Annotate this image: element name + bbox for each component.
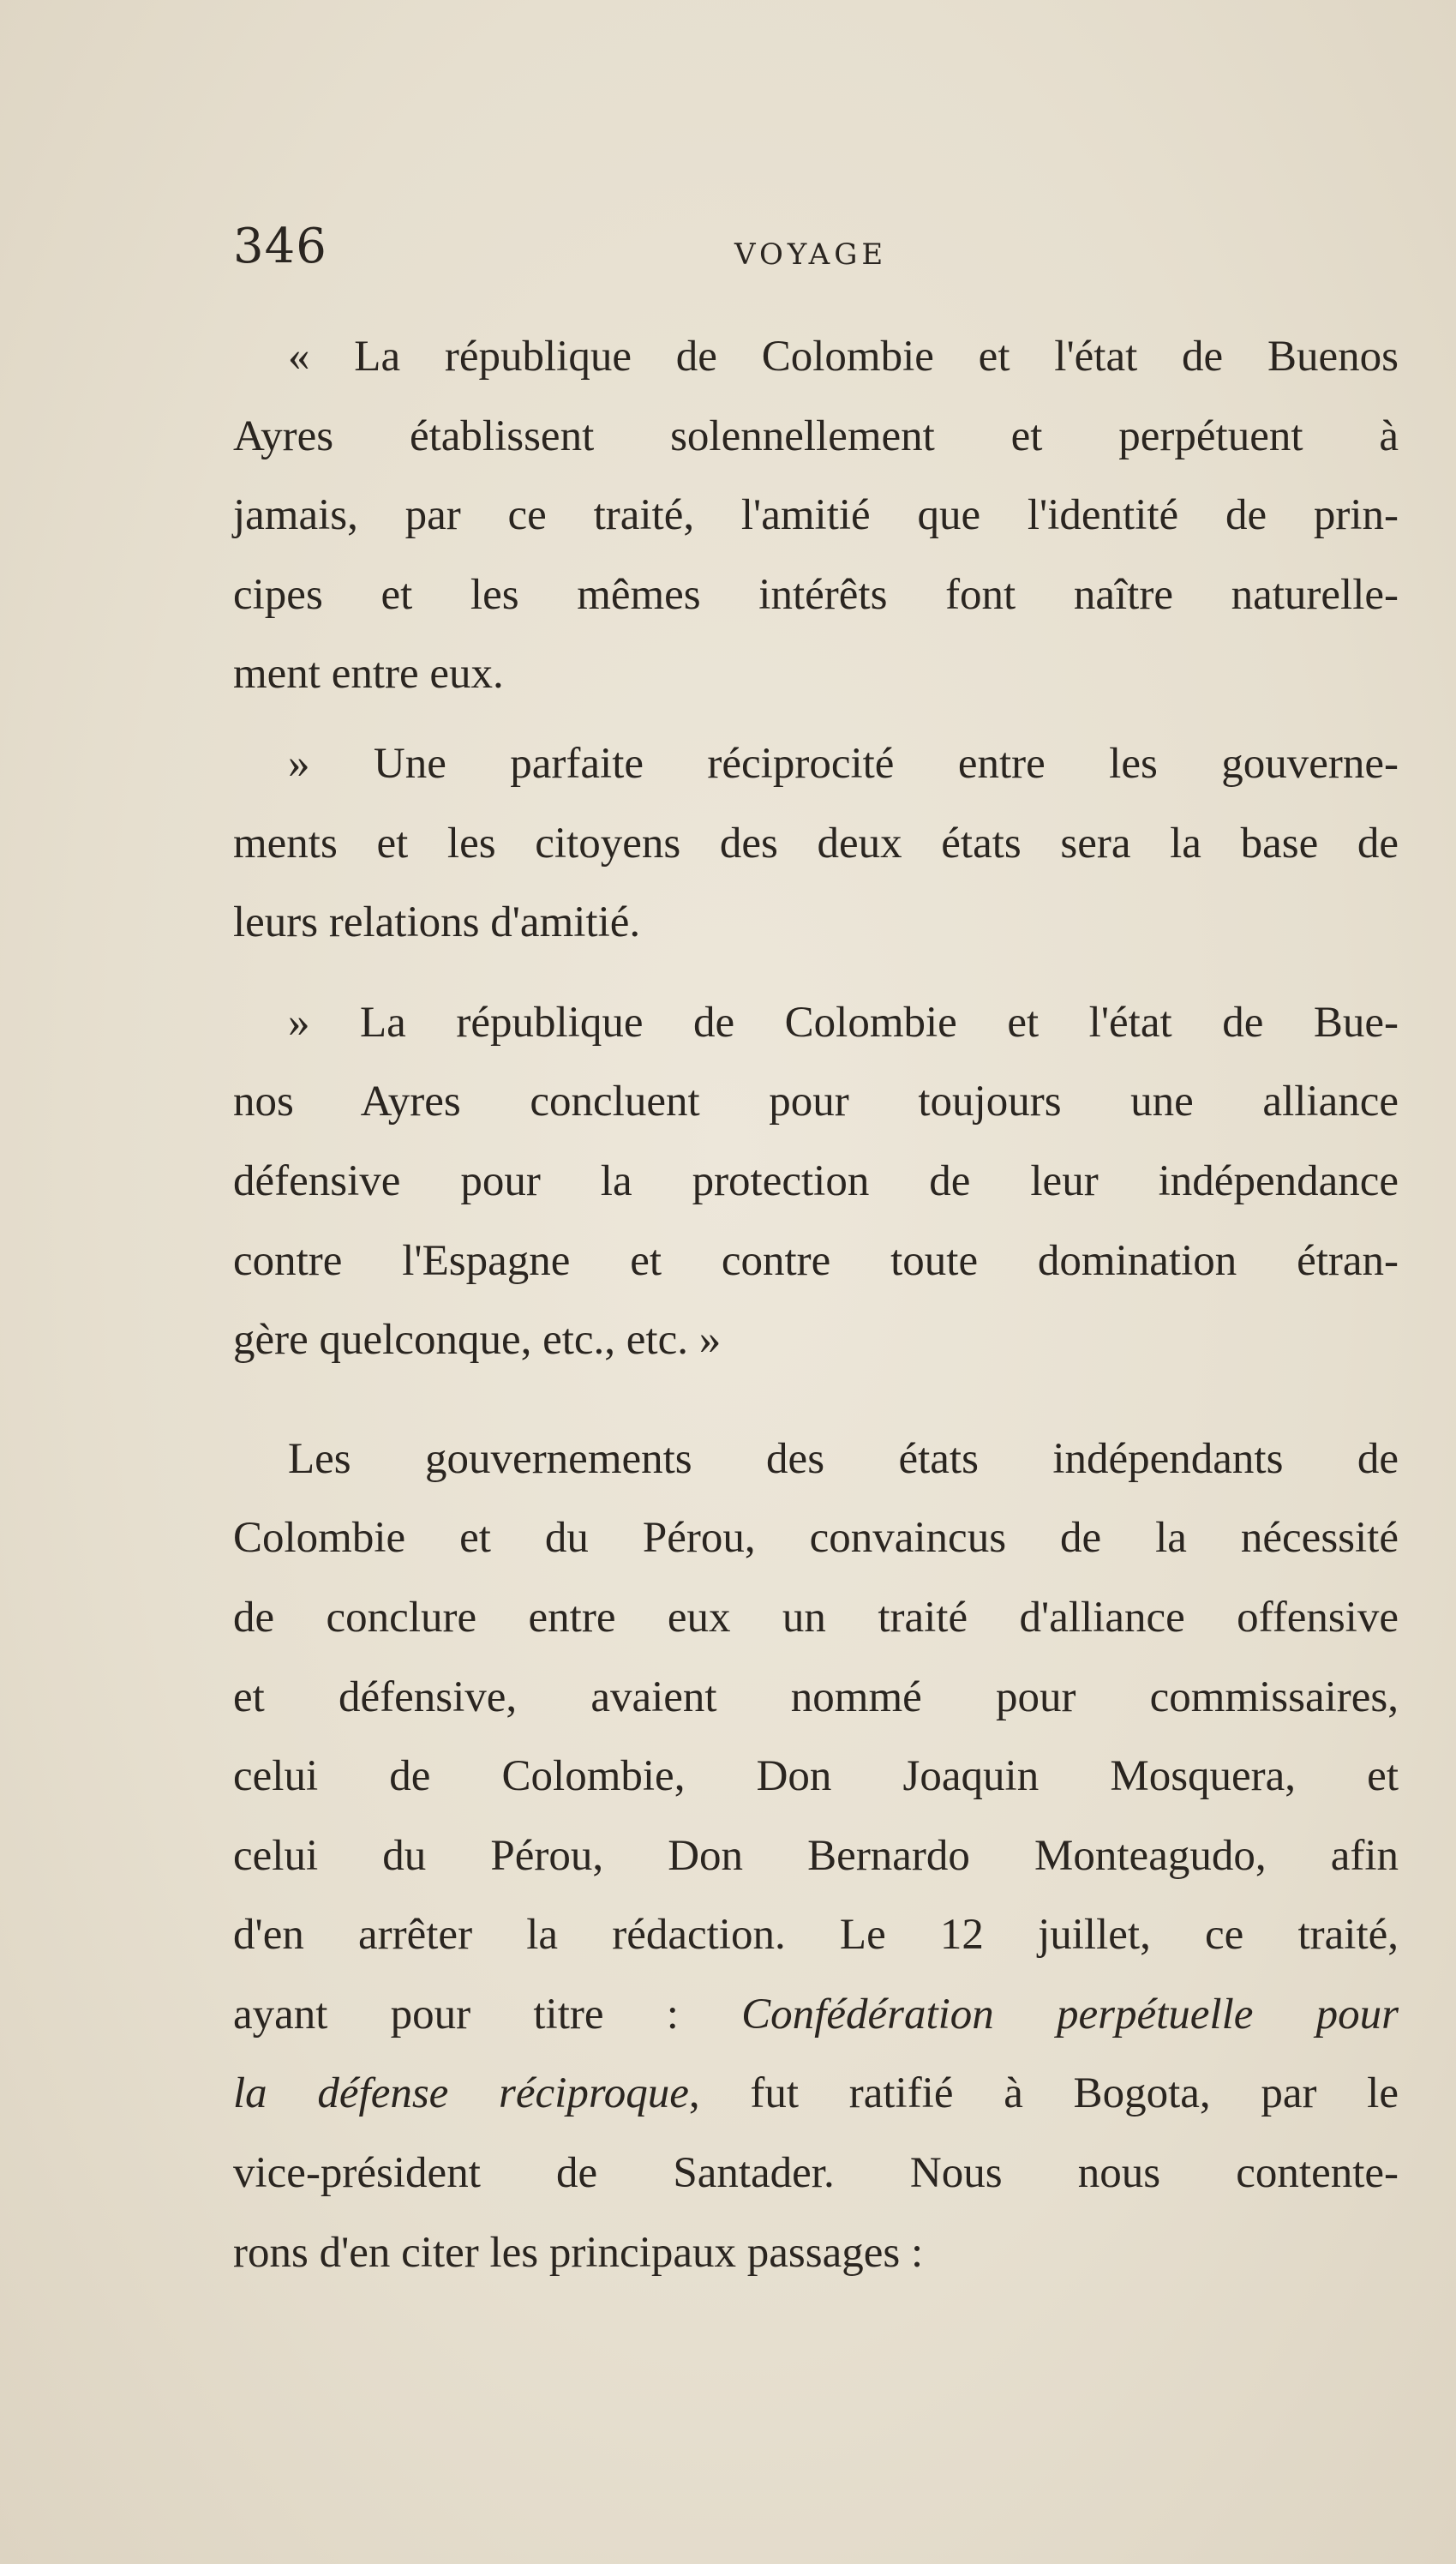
running-head: VOYAGE xyxy=(734,237,888,272)
text-line xyxy=(233,1975,1399,2055)
text-fragment: , fut ratifié à Bogota, par le xyxy=(688,2069,1399,2118)
text-line: celui de Colombie, Don Joaquin Mosquera, et xyxy=(233,1752,1399,1801)
paragraph-treaty-article-3 xyxy=(233,983,1399,1380)
body-text xyxy=(233,317,1399,2292)
text-line: Les gouvernements des états indépendants de xyxy=(288,1434,1399,1483)
paragraph-treaty-article-2 xyxy=(233,724,1399,963)
text-line: nos Ayres concluent pour toujours une alliance xyxy=(233,1078,1399,1126)
text-line: de conclure entre eux un traité d'alliance offensive xyxy=(233,1593,1399,1642)
text-line: « La république de Colombie et l'état de Buenos xyxy=(288,333,1399,381)
text-fragment: ayant pour titre : xyxy=(233,1990,742,2039)
text-line: celui du Pérou, Don Bernardo Monteagudo, afin xyxy=(233,1831,1399,1880)
paragraph-treaty-article-1 xyxy=(233,317,1399,714)
paragraph-narrative xyxy=(233,1420,1399,2293)
text-line: jamais, par ce traité, l'amitié que l'identité de prin- xyxy=(233,491,1399,540)
text-line: Ayres établissent solennellement et perpétuent à xyxy=(233,411,1399,460)
text-line: rons d'en citer les principaux passages : xyxy=(233,2228,924,2277)
text-line: vice-président de Santader. Nous nous contente- xyxy=(233,2149,1399,2198)
text-line: » Une parfaite réciprocité entre les gouverne- xyxy=(288,739,1399,788)
text-line: » La république de Colombie et l'état de Bue- xyxy=(288,998,1399,1047)
text-line xyxy=(233,2054,1399,2134)
italic-title-part-2: la défense réciproque xyxy=(233,2069,689,2118)
text-line: et défensive, avaient nommé pour commissaires, xyxy=(233,1672,1399,1721)
text-line: Colombie et du Pérou, convaincus de la nécessité xyxy=(233,1514,1399,1563)
text-line: cipes et les mêmes intérêts font naître naturelle- xyxy=(233,570,1399,619)
text-line: d'en arrêter la rédaction. Le 12 juillet, ce traité, xyxy=(233,1911,1399,1960)
text-line: gère quelconque, etc., etc. » xyxy=(233,1316,722,1365)
text-line: ment entre eux. xyxy=(233,650,504,699)
text-line: défensive pour la protection de leur indépendance xyxy=(233,1156,1399,1205)
text-line: ments et les citoyens des deux états sera la base de xyxy=(233,819,1399,868)
italic-title-part-1: Confédération perpétuelle pour xyxy=(741,1990,1399,2039)
text-line: leurs relations d'amitié. xyxy=(233,898,641,947)
text-line: contre l'Espagne et contre toute domination étran- xyxy=(233,1236,1399,1285)
page-number: 346 xyxy=(233,219,327,274)
page-header xyxy=(233,219,1399,279)
